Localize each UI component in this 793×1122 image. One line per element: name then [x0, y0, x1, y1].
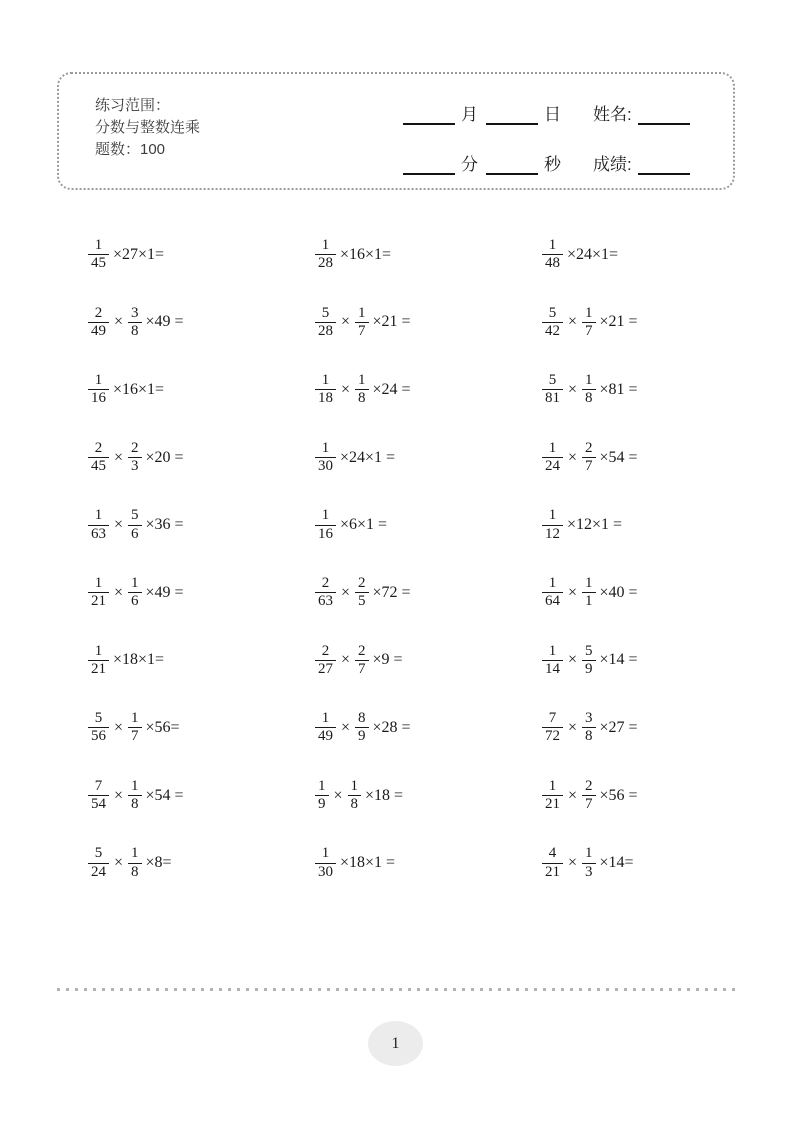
problem-tail: ×18×1 = — [340, 854, 396, 872]
fraction — [88, 507, 109, 543]
denominator: 8 — [355, 389, 369, 407]
time-score-row — [403, 150, 690, 175]
problem-tail: ×49 = — [145, 583, 184, 601]
fraction — [315, 575, 336, 611]
denominator: 8 — [128, 322, 142, 340]
fraction — [582, 305, 596, 341]
denominator: 24 — [542, 457, 563, 475]
fraction — [582, 575, 596, 611]
multiply-sign: × — [114, 516, 124, 534]
fraction — [315, 440, 336, 476]
problem-tail: ×18 = — [365, 786, 404, 804]
math-problem — [542, 440, 769, 476]
multiply-sign: × — [568, 448, 578, 466]
second-blank — [486, 158, 538, 175]
name-blank — [638, 108, 690, 125]
numerator: 5 — [94, 845, 103, 862]
fraction — [128, 710, 142, 746]
fraction — [542, 305, 563, 341]
problem-tail: ×49 = — [145, 313, 184, 331]
multiply-sign: × — [114, 448, 124, 466]
denominator: 8 — [582, 727, 596, 745]
denominator: 6 — [128, 592, 142, 610]
fraction — [88, 372, 109, 408]
math-problem — [88, 778, 315, 814]
problem-tail: ×8= — [145, 854, 172, 872]
minute-blank — [403, 158, 455, 175]
problem-tail: ×24 = — [372, 380, 411, 398]
problem-tail: ×27×1= — [113, 245, 165, 263]
denominator: 21 — [542, 863, 563, 881]
denominator: 21 — [88, 660, 109, 678]
fraction — [582, 710, 596, 746]
problem-tail: ×28 = — [372, 718, 411, 736]
numerator: 5 — [548, 304, 557, 321]
numerator: 2 — [94, 304, 103, 321]
multiply-sign: × — [333, 786, 343, 804]
fraction — [315, 507, 336, 543]
fraction — [128, 575, 142, 611]
multiply-sign: × — [114, 313, 124, 331]
numerator: 1 — [131, 710, 139, 727]
fraction — [88, 237, 109, 273]
problem-tail: ×54 = — [145, 786, 184, 804]
day-label: 日 — [544, 105, 561, 124]
multiply-sign: × — [341, 313, 351, 331]
numerator: 5 — [585, 642, 593, 659]
denominator: 81 — [542, 389, 563, 407]
minute-label: 分 — [461, 155, 478, 174]
problem-tail: ×12×1 = — [567, 516, 623, 534]
numerator: 2 — [321, 642, 330, 659]
fraction — [88, 643, 109, 679]
denominator: 7 — [582, 457, 596, 475]
name-label: 姓名: — [593, 105, 632, 124]
fraction — [355, 710, 369, 746]
problem-tail: ×54 = — [599, 448, 638, 466]
math-problem — [542, 710, 769, 746]
fraction — [315, 845, 336, 881]
numerator: 1 — [94, 575, 103, 592]
denominator: 9 — [355, 727, 369, 745]
numerator: 1 — [548, 439, 557, 456]
math-problem — [88, 643, 315, 679]
practice-range-label: 练习范围： — [95, 97, 171, 114]
numerator: 2 — [131, 439, 139, 456]
math-problem — [315, 778, 542, 814]
multiply-sign: × — [568, 718, 578, 736]
denominator: 7 — [355, 322, 369, 340]
multiply-sign: × — [568, 786, 578, 804]
fraction — [88, 845, 109, 881]
fraction — [582, 845, 596, 881]
denominator: 7 — [582, 795, 596, 813]
fraction — [88, 710, 109, 746]
denominator: 54 — [88, 795, 109, 813]
numerator: 1 — [585, 304, 593, 321]
math-problem — [88, 305, 315, 341]
numerator: 1 — [321, 845, 330, 862]
numerator: 1 — [548, 575, 557, 592]
multiply-sign: × — [114, 583, 124, 601]
denominator: 21 — [88, 592, 109, 610]
denominator: 45 — [88, 254, 109, 272]
fraction — [355, 305, 369, 341]
page-number-badge — [368, 1021, 423, 1066]
math-problem — [542, 845, 769, 881]
math-problem — [315, 575, 542, 611]
fraction — [88, 778, 109, 814]
math-problem — [542, 575, 769, 611]
multiply-sign: × — [114, 786, 124, 804]
denominator: 8 — [128, 795, 142, 813]
date-name-row — [403, 100, 690, 125]
denominator: 30 — [315, 863, 336, 881]
question-count-label: 题数：100 — [95, 141, 166, 158]
fraction — [315, 237, 336, 273]
fraction — [542, 643, 563, 679]
denominator: 8 — [348, 795, 362, 813]
fraction — [315, 372, 336, 408]
fraction — [128, 845, 142, 881]
math-problem — [88, 575, 315, 611]
denominator: 7 — [355, 660, 369, 678]
denominator: 49 — [88, 322, 109, 340]
problem-tail: ×20 = — [145, 448, 184, 466]
math-problem — [315, 845, 542, 881]
fraction — [128, 507, 142, 543]
numerator: 1 — [548, 642, 557, 659]
denominator: 9 — [315, 795, 329, 813]
math-problem — [315, 710, 542, 746]
fraction — [542, 507, 563, 543]
denominator: 48 — [542, 254, 563, 272]
numerator: 1 — [548, 507, 557, 524]
denominator: 5 — [355, 592, 369, 610]
math-problem — [315, 372, 542, 408]
denominator: 28 — [315, 322, 336, 340]
numerator: 1 — [350, 777, 359, 794]
numerator: 1 — [94, 372, 103, 389]
month-blank — [403, 108, 455, 125]
fraction — [542, 575, 563, 611]
denominator: 9 — [582, 660, 596, 678]
numerator: 1 — [548, 777, 557, 794]
denominator: 64 — [542, 592, 563, 610]
problem-tail: ×14 = — [599, 651, 638, 669]
multiply-sign: × — [568, 854, 578, 872]
numerator: 2 — [94, 439, 103, 456]
math-problem — [88, 845, 315, 881]
numerator: 1 — [131, 845, 139, 862]
problem-tail: ×21 = — [372, 313, 411, 331]
problem-tail: ×24×1 = — [340, 448, 396, 466]
math-problem — [542, 305, 769, 341]
fraction — [542, 710, 563, 746]
header-info — [95, 95, 200, 161]
numerator: 1 — [321, 237, 330, 254]
denominator: 27 — [315, 660, 336, 678]
problem-tail: ×56 = — [599, 786, 638, 804]
header-box — [57, 72, 735, 190]
fraction — [348, 778, 362, 814]
fraction — [355, 575, 369, 611]
multiply-sign: × — [114, 718, 124, 736]
fraction — [582, 440, 596, 476]
fraction — [315, 305, 336, 341]
numerator: 1 — [585, 372, 593, 389]
score-blank — [638, 158, 690, 175]
numerator: 1 — [131, 777, 139, 794]
numerator: 2 — [358, 642, 366, 659]
page-number: 1 — [391, 1034, 400, 1052]
problem-tail: ×6×1 = — [340, 516, 388, 534]
problem-tail: ×18×1= — [113, 651, 165, 669]
math-problem — [88, 710, 315, 746]
math-problem — [542, 778, 769, 814]
denominator: 42 — [542, 322, 563, 340]
denominator: 8 — [128, 863, 142, 881]
math-problem — [315, 305, 542, 341]
math-problem — [88, 507, 315, 543]
numerator: 5 — [548, 372, 557, 389]
denominator: 16 — [88, 389, 109, 407]
denominator: 14 — [542, 660, 563, 678]
denominator: 3 — [128, 457, 142, 475]
numerator: 3 — [585, 710, 593, 727]
denominator: 56 — [88, 727, 109, 745]
multiply-sign: × — [114, 854, 124, 872]
bottom-separator — [57, 988, 735, 991]
numerator: 1 — [94, 237, 103, 254]
numerator: 1 — [321, 710, 330, 727]
fraction — [128, 440, 142, 476]
numerator: 2 — [358, 575, 366, 592]
numerator: 1 — [358, 304, 366, 321]
denominator: 63 — [315, 592, 336, 610]
problem-tail: ×36 = — [145, 516, 184, 534]
multiply-sign: × — [341, 651, 351, 669]
math-problem — [315, 237, 542, 273]
denominator: 45 — [88, 457, 109, 475]
fraction — [88, 305, 109, 341]
score-label: 成绩: — [593, 155, 632, 174]
math-problem — [88, 237, 315, 273]
problem-tail: ×27 = — [599, 718, 638, 736]
multiply-sign: × — [341, 583, 351, 601]
fraction — [582, 372, 596, 408]
numerator: 1 — [321, 372, 330, 389]
denominator: 3 — [582, 863, 596, 881]
problem-tail: ×40 = — [599, 583, 638, 601]
problem-tail: ×16×1= — [113, 380, 165, 398]
fraction — [542, 372, 563, 408]
multiply-sign: × — [568, 313, 578, 331]
second-label: 秒 — [544, 155, 561, 174]
numerator: 5 — [131, 507, 139, 524]
fraction — [542, 440, 563, 476]
numerator: 8 — [358, 710, 366, 727]
math-problem — [542, 643, 769, 679]
denominator: 28 — [315, 254, 336, 272]
fraction — [542, 778, 563, 814]
denominator: 7 — [582, 322, 596, 340]
math-problem — [542, 237, 769, 273]
denominator: 72 — [542, 727, 563, 745]
numerator: 1 — [585, 575, 593, 592]
problem-tail: ×21 = — [599, 313, 638, 331]
problem-tail: ×14= — [599, 854, 634, 872]
month-label: 月 — [461, 105, 478, 124]
fraction — [355, 643, 369, 679]
denominator: 1 — [582, 592, 596, 610]
fraction — [128, 305, 142, 341]
denominator: 63 — [88, 525, 109, 543]
problem-tail: ×9 = — [372, 651, 403, 669]
math-problem — [542, 507, 769, 543]
numerator: 2 — [585, 777, 593, 794]
multiply-sign: × — [568, 380, 578, 398]
math-problem — [88, 440, 315, 476]
denominator: 30 — [315, 457, 336, 475]
numerator: 7 — [548, 710, 557, 727]
multiply-sign: × — [568, 651, 578, 669]
problem-tail: ×24×1= — [567, 245, 619, 263]
denominator: 16 — [315, 525, 336, 543]
denominator: 49 — [315, 727, 336, 745]
numerator: 1 — [548, 237, 557, 254]
numerator: 2 — [585, 439, 593, 456]
numerator: 1 — [94, 642, 103, 659]
numerator: 5 — [94, 710, 103, 727]
problem-tail: ×16×1= — [340, 245, 392, 263]
problems-grid — [88, 221, 769, 897]
multiply-sign: × — [568, 583, 578, 601]
math-problem — [315, 440, 542, 476]
math-problem — [88, 372, 315, 408]
numerator: 7 — [94, 777, 103, 794]
denominator: 21 — [542, 795, 563, 813]
problem-tail: ×81 = — [599, 380, 638, 398]
fraction — [88, 440, 109, 476]
fraction — [582, 643, 596, 679]
fraction — [542, 845, 563, 881]
denominator: 7 — [128, 727, 142, 745]
math-problem — [542, 372, 769, 408]
day-blank — [486, 108, 538, 125]
fraction — [582, 778, 596, 814]
math-problem — [315, 507, 542, 543]
problem-tail: ×72 = — [372, 583, 411, 601]
numerator: 1 — [585, 845, 593, 862]
numerator: 4 — [548, 845, 557, 862]
numerator: 1 — [94, 507, 103, 524]
multiply-sign: × — [341, 718, 351, 736]
numerator: 1 — [321, 507, 330, 524]
fraction — [315, 778, 329, 814]
denominator: 12 — [542, 525, 563, 543]
fraction — [542, 237, 563, 273]
fraction — [315, 710, 336, 746]
numerator: 3 — [131, 304, 139, 321]
problem-tail: ×56= — [145, 718, 180, 736]
denominator: 18 — [315, 389, 336, 407]
denominator: 6 — [128, 525, 142, 543]
numerator: 1 — [131, 575, 139, 592]
denominator: 8 — [582, 389, 596, 407]
numerator: 2 — [321, 575, 330, 592]
fraction — [128, 778, 142, 814]
fraction — [355, 372, 369, 408]
math-problem — [315, 643, 542, 679]
practice-topic-label: 分数与整数连乘 — [95, 119, 201, 136]
numerator: 1 — [358, 372, 366, 389]
fraction — [88, 575, 109, 611]
denominator: 24 — [88, 863, 109, 881]
fraction — [315, 643, 336, 679]
multiply-sign: × — [341, 380, 351, 398]
numerator: 1 — [321, 439, 330, 456]
numerator: 1 — [318, 777, 326, 794]
numerator: 5 — [321, 304, 330, 321]
